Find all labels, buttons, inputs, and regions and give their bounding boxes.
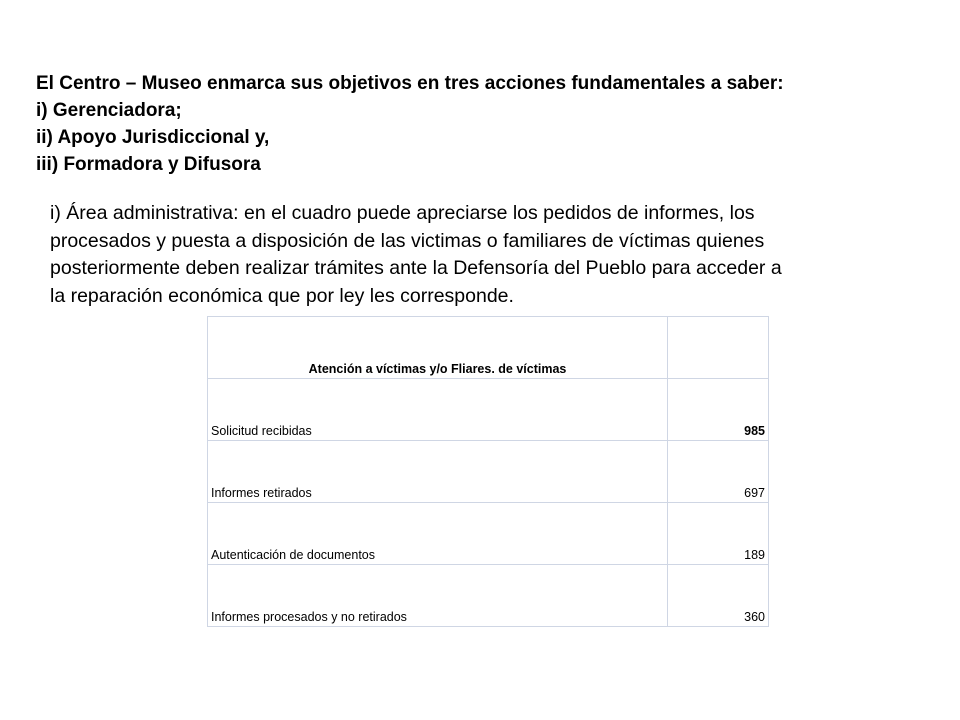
- table-row: [208, 379, 769, 441]
- table-row-label: Solicitud recibidas: [208, 379, 668, 441]
- heading-line-apoyo-jurisdiccional: ii) Apoyo Jurisdiccional y,: [36, 127, 270, 148]
- table-header-cell: Atención a víctimas y/o Fliares. de víctimas: [208, 317, 668, 379]
- table-row-value: 360: [668, 565, 769, 627]
- heading-block: [36, 70, 936, 178]
- area-administrativa-paragraph: [50, 200, 930, 310]
- paragraph-line: posteriormente deben realizar trámites ante la Defensoría del Pueblo para acceder a: [50, 257, 782, 279]
- table-header-empty-cell: [668, 317, 769, 379]
- paragraph-line: procesados y puesta a disposición de las victimas o familiares de víctimas quienes: [50, 229, 765, 252]
- heading-line-intro: El Centro – Museo enmarca sus objetivos en tres acciones fundamentales a saber:: [36, 73, 784, 94]
- heading-line-gerenciadora: i) Gerenciadora;: [36, 100, 182, 121]
- table-header-row: [208, 317, 769, 379]
- paragraph-line: la reparación económica que por ley les corresponde.: [50, 284, 514, 307]
- heading-line-formadora-difusora: iii) Formadora y Difusora: [36, 154, 261, 175]
- table-row-label: Informes procesados y no retirados: [208, 565, 668, 627]
- table-row-label: Autenticación de documentos: [208, 503, 668, 565]
- victim-attention-table: [207, 316, 769, 627]
- table-row-label: Informes retirados: [208, 441, 668, 503]
- paragraph-line: i) Área administrativa: en el cuadro puede apreciarse los pedidos de informes, los: [50, 202, 755, 224]
- table-row: [208, 503, 769, 565]
- table-row-value: 189: [668, 503, 769, 565]
- table-row-value: 697: [668, 441, 769, 503]
- table-row-value: 985: [668, 379, 769, 441]
- table-row: [208, 441, 769, 503]
- table-row: [208, 565, 769, 627]
